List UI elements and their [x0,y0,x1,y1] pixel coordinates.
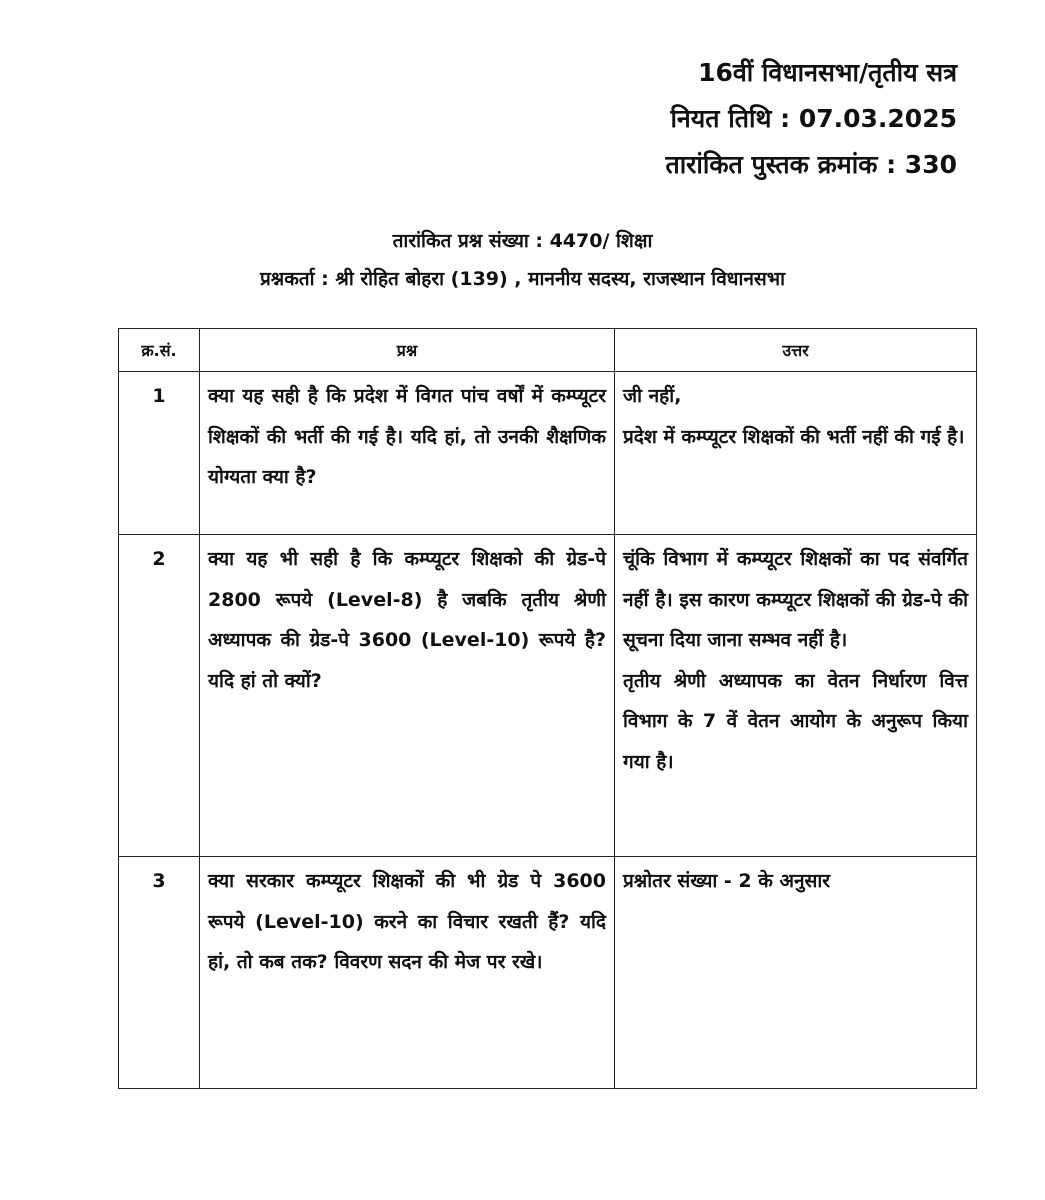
starred-book-number: तारांकित पुस्तक क्रमांक : 330 [665,150,957,179]
question-cell: क्या यह सही है कि प्रदेश में विगत पांच वर्षों में कम्प्यूटर शिक्षकों की भर्ती की गई है। यदि हां, तो उनकी शैक्षणिक योग्यता क्या है? [200,372,615,535]
question-cell: क्या सरकार कम्प्यूटर शिक्षकों की भी ग्रेड पे 3600 रूपये (Level-10) करने का विचार रखती हैं? यदि हां, तो कब तक? विवरण सदन की मेज पर रखे। [200,857,615,1089]
answer-line: प्रदेश में कम्प्यूटर शिक्षकों की भर्ती नहीं की गई है। [623,425,965,448]
scheduled-date: नियत तिथि : 07.03.2025 [670,104,957,133]
question-cell: क्या यह भी सही है कि कम्प्यूटर शिक्षको की ग्रेड-पे 2800 रूपये (Level-8) है जबकि तृतीय श्रेणी अध्यापक की ग्रेड-पे 3600 (Level-10) रूपये है? यदि हां तो क्यों? [200,535,615,857]
table-row [119,857,977,1089]
answer-line: जी नहीं, [623,385,682,407]
answer-cell: प्रश्नोतर संख्या - 2 के अनुसार [615,857,977,1089]
table-header-row [119,329,977,372]
questioner-line: प्रश्नकर्ता : श्री रोहित बोहरा (139) , माननीय सदस्य, राजस्थान विधानसभा [259,268,786,290]
answer-paragraph: तृतीय श्रेणी अध्यापक का वेतन निर्धारण वित्त विभाग के 7 वें वेतन आयोग के अनुरूप किया गया है। [623,669,968,773]
starred-question-number: तारांकित प्रश्न संख्या : 4470/ शिक्षा [392,230,653,252]
answer-paragraph: चूंकि विभाग में कम्प्यूटर शिक्षकों का पद संवर्गित नहीं है। इस कारण कम्प्यूटर शिक्षकों की ग्रेड-पे की सूचना दिया जाना सम्भव नहीं है। [623,548,968,651]
answer-cell [615,535,977,857]
serial-cell: 1 [119,372,200,535]
answer-cell [615,372,977,535]
table-row [119,372,977,535]
serial-cell: 2 [119,535,200,857]
answer-header: उत्तर [615,329,977,372]
question-header: प्रश्न [200,329,615,372]
question-answer-table [118,328,977,1089]
serial-cell: 3 [119,857,200,1089]
question-info [0,222,1045,298]
table-row [119,535,977,857]
document-header [665,50,957,188]
assembly-session: 16वीं विधानसभा/तृतीय सत्र [698,58,957,87]
serial-header: क्र.सं. [119,329,200,372]
